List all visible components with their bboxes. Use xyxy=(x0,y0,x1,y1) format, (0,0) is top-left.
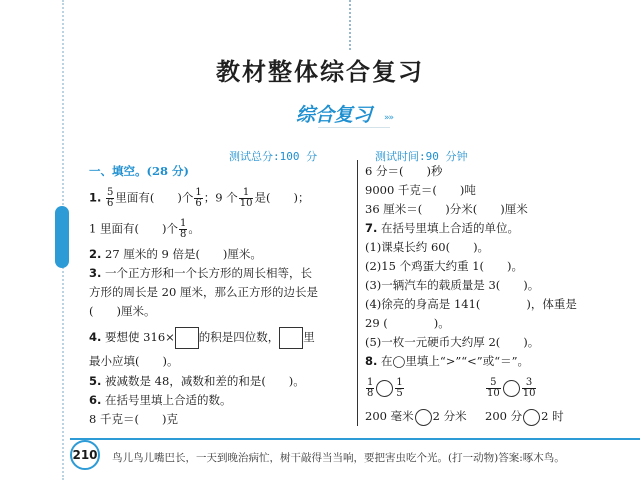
double-chevron-icon: »» xyxy=(384,113,394,123)
page-title: 教材整体综合复习 xyxy=(216,57,424,86)
question-3: 3. 一个正方形和一个长方形的周长相等，长 xyxy=(89,266,313,280)
compare-circle[interactable] xyxy=(523,409,540,426)
question-1: 1. $\frac{5}{6}$ 里面有( )个 $\frac{1}{6}$ ；9 个 $\frac{1}{10}$ 是( )； xyxy=(89,187,310,209)
top-dotted-guide xyxy=(349,0,351,50)
page-footer xyxy=(0,428,640,480)
question-7-item2: (2)15 个鸡蛋大约重 1( )。 xyxy=(365,259,524,273)
section-subtitle: 综合复习 xyxy=(296,104,373,126)
unit-side-tab xyxy=(55,206,69,268)
fraction: $\frac{5}{10}$ xyxy=(487,376,500,399)
compare-3: 200 毫米 2 分米 xyxy=(365,407,467,426)
question-7: 7. 在括号里填上合适的单位。 xyxy=(365,221,520,235)
compare-4: 200 分 2 时 xyxy=(485,407,564,426)
riddle-text: 鸟儿鸟儿嘴巴长，一天到晚治病忙，树干敲得当当响，要把害虫吃个光。(打一动物)答案:啄木鸟。 xyxy=(112,452,565,464)
subtitle-underline xyxy=(318,127,390,128)
question-2: 2. 27 厘米的 9 倍是( )厘米。 xyxy=(89,247,262,261)
question-5: 5. 被减数是 48，减数和差的和是( )。 xyxy=(89,374,305,388)
question-number: 1. xyxy=(89,190,102,205)
test-time: 测试时间:90 分钟 xyxy=(375,150,468,163)
column-divider xyxy=(357,160,358,426)
fraction: $\frac{1}{6}$ xyxy=(195,187,202,209)
fraction: $\frac{3}{10}$ xyxy=(522,376,536,399)
conversion-decimeters: 36 厘米＝( )分米( )厘米 xyxy=(365,202,528,216)
question-7-item4: (4)徐亮的身高是 141( )，体重是 xyxy=(365,297,577,311)
footer-rule xyxy=(70,438,640,440)
question-3-line2: 方形的周长是 20 厘米，那么正方形的边长是 xyxy=(89,285,318,299)
question-7-item4-cont: 29 ( )。 xyxy=(365,316,450,330)
question-6: 6. 在括号里填上合适的数。 xyxy=(89,393,232,407)
page-number: 210 xyxy=(70,440,100,470)
question-8: 8. 在◯里填上“>”“<”或“＝”。 xyxy=(365,354,529,368)
question-7-item1: (1)课桌长约 60( )。 xyxy=(365,240,490,254)
compare-circle[interactable] xyxy=(415,409,432,426)
total-score: 测试总分:100 分 xyxy=(229,150,318,163)
fraction: $\frac{5}{6}$ xyxy=(107,187,114,209)
answer-box[interactable] xyxy=(279,327,303,349)
question-4: 4. 要想使 316× 的积是四位数， 里 xyxy=(89,326,315,349)
compare-2 xyxy=(485,376,537,399)
fraction: $\frac{1}{8}$ xyxy=(367,376,374,399)
section-heading: 一、填空。(28 分) xyxy=(89,164,189,178)
conversion-seconds: 6 分＝( )秒 xyxy=(365,164,443,178)
fraction: $\frac{1}{5}$ xyxy=(396,376,403,399)
question-1-cont: 1 里面有( )个 $\frac{1}{8}$ 。 xyxy=(89,218,200,240)
question-3-line3: ( )厘米。 xyxy=(89,304,156,318)
compare-circle[interactable] xyxy=(503,380,520,397)
question-6-item: 8 千克＝( )克 xyxy=(89,412,178,426)
compare-circle[interactable] xyxy=(376,380,393,397)
compare-1 xyxy=(365,376,405,399)
answer-box[interactable] xyxy=(175,327,199,349)
question-7-item3: (3)一辆汽车的载质量是 3( )。 xyxy=(365,278,540,292)
fraction: $\frac{1}{8}$ xyxy=(179,218,187,240)
question-4-line2: 最小应填( )。 xyxy=(89,354,179,368)
conversion-tons: 9000 千克＝( )吨 xyxy=(365,183,476,197)
fraction: $\frac{1}{10}$ xyxy=(239,187,253,209)
question-7-item5: (5)一枚一元硬币大约厚 2( )。 xyxy=(365,335,540,349)
